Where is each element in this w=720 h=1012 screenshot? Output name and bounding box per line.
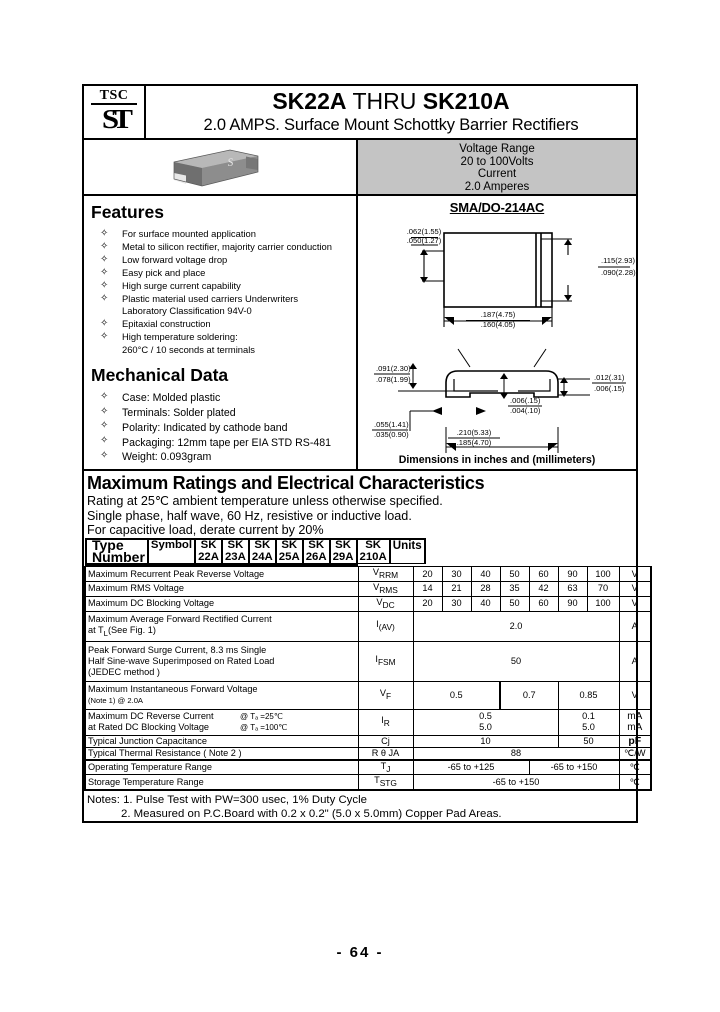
diamond-bullet-icon: ✧ — [100, 240, 109, 252]
dim-side-foot-min: .004(.10) — [510, 406, 541, 415]
table-row — [85, 582, 651, 597]
row-symbol: $T_J$ — [358, 760, 413, 775]
package-photo-cell — [84, 140, 358, 194]
page-subtitle: 2.0 AMPS. Surface Mount Schottky Barrier Rectifiers — [203, 116, 579, 134]
title-part-start: SK22A — [272, 88, 347, 114]
col-part-3: SK 25A — [276, 538, 303, 564]
current-value: 2.0 Amperes — [464, 180, 530, 193]
row-value: 70 — [587, 582, 619, 597]
row-value-span: 0.1 5.0 — [558, 709, 619, 735]
list-item — [90, 391, 356, 405]
row-value-span: 10 — [413, 735, 558, 747]
package-drawing-cell — [358, 196, 636, 469]
features-cell — [84, 196, 358, 469]
mechanical-heading: Mechanical Data — [91, 365, 229, 386]
dim-top-right-min: .090(2.28) — [601, 268, 636, 277]
row-condition-2: @ Tₐ =100℃ — [240, 723, 288, 733]
row-desc-line1: Peak Forward Surge Current, 8.3 ms Single — [88, 644, 267, 655]
title-block — [146, 86, 636, 138]
row-desc-line1: Maximum DC Reverse Current — [88, 711, 214, 722]
feature-text: Metal to silicon rectifier, majority carrier conduction — [122, 241, 332, 252]
row-value: 100 — [587, 567, 619, 582]
features-heading: Features — [91, 202, 164, 222]
row-desc-line2: at Rated DC Blocking Voltage — [88, 722, 210, 733]
row-desc: Maximum Recurrent Peak Reverse Voltage — [85, 567, 358, 582]
row-value: 40 — [471, 567, 500, 582]
table-row — [85, 641, 651, 681]
logo-monogram-icon: ST — [101, 104, 127, 134]
col-part-0: SK 22A — [195, 538, 222, 564]
table-row — [85, 596, 651, 611]
diamond-bullet-icon: ✧ — [100, 405, 109, 417]
mechanical-text: Case: Molded plastic — [122, 392, 221, 405]
diamond-bullet-icon: ✧ — [100, 253, 109, 265]
package-side-view-drawing — [358, 335, 636, 465]
row-desc: Typical Thermal Resistance ( Note 2 ) — [85, 747, 358, 760]
row-value-span: 0.5 5.0 — [413, 709, 558, 735]
notes-line-1 — [87, 793, 636, 807]
row-value: 28 — [471, 582, 500, 597]
row-value-span: -65 to +125 — [413, 760, 529, 775]
row-value: 63 — [558, 582, 587, 597]
row-desc: Maximum RMS Voltage — [85, 582, 358, 597]
feature-text-cont: 260°C / 10 seconds at terminals — [122, 343, 255, 355]
row-value-span: -65 to +150 — [529, 760, 619, 775]
col-part-1: SK 23A — [222, 538, 249, 564]
list-item — [90, 280, 356, 292]
row-desc: Storage Temperature Range — [85, 775, 358, 790]
row-value-span: 50 — [413, 641, 619, 681]
logo-tsc-text: TSC — [91, 89, 137, 105]
dim-side-length-max: .210(5.33) — [456, 428, 492, 437]
sma-package-photo — [168, 146, 264, 190]
row-desc: Maximum DC Blocking Voltage — [85, 596, 358, 611]
package-type-title: SMA/DO-214AC — [449, 200, 545, 215]
row-units: pF — [619, 735, 651, 747]
features-list — [90, 228, 356, 356]
dim-side-height-min: .078(1.99) — [376, 375, 411, 384]
diamond-bullet-icon: ✧ — [100, 330, 109, 342]
list-item — [90, 436, 356, 450]
list-item — [90, 406, 356, 420]
row-desc — [85, 611, 358, 641]
row-units: V — [619, 681, 651, 709]
notes-label: Notes: — [87, 794, 120, 807]
diamond-bullet-icon: ✧ — [100, 266, 109, 278]
feature-text: For surface mounted application — [122, 228, 256, 239]
row-value: 30 — [442, 596, 471, 611]
mechanical-text: Packaging: 12mm tape per EIA STD RS-481 — [122, 436, 332, 449]
row-value: 60 — [529, 567, 558, 582]
row-value: 60 — [529, 596, 558, 611]
mechanical-text: Weight: 0.093gram — [122, 451, 212, 464]
table-row — [85, 681, 651, 709]
list-item — [90, 293, 356, 318]
row-value-span: 2.0 — [413, 611, 619, 641]
col-symbol: Symbol — [148, 538, 195, 564]
col-type-number: Type Number — [85, 538, 148, 564]
diamond-bullet-icon: ✧ — [100, 420, 109, 432]
list-item — [90, 228, 356, 240]
row-symbol: $V_F$ — [358, 681, 413, 709]
diamond-bullet-icon: ✧ — [100, 279, 109, 291]
diamond-bullet-icon: ✧ — [100, 292, 109, 304]
list-item — [90, 421, 356, 435]
list-item — [90, 241, 356, 253]
row-desc-line3: (JEDEC method ) — [88, 666, 160, 677]
title-part-end: SK210A — [422, 88, 510, 114]
feature-text: High temperature soldering: — [122, 331, 238, 343]
row-value: 14 — [413, 582, 442, 597]
row-value-span: 0.7 — [500, 681, 558, 709]
diamond-bullet-icon: ✧ — [100, 317, 109, 329]
mechanical-list — [90, 391, 356, 465]
dim-side-pad-max: .055(1.41) — [374, 420, 409, 429]
current-label: Current — [477, 168, 517, 181]
row-value: 30 — [442, 567, 471, 582]
row-desc-line1: Maximum Average Forward Rectified Current — [88, 613, 272, 624]
row-value: 100 — [587, 596, 619, 611]
col-part-4: SK 26A — [303, 538, 330, 564]
dim-top-left-max: .062(1.55) — [406, 227, 442, 236]
row-units: ℃ — [619, 760, 651, 775]
diamond-bullet-icon: ✧ — [100, 227, 109, 239]
dim-side-height-max: .091(2.30) — [376, 364, 411, 373]
company-logo — [84, 86, 146, 138]
table-row — [85, 567, 651, 582]
row-units: ℃ — [619, 775, 651, 790]
table-row — [85, 611, 651, 641]
row-value: 35 — [500, 582, 529, 597]
notes-block — [84, 791, 636, 821]
feature-text: Low forward voltage drop — [122, 254, 228, 265]
col-part-2: SK 24A — [249, 538, 276, 564]
list-item — [90, 254, 356, 266]
ratings-title: Maximum Ratings and Electrical Characteristics — [87, 473, 485, 494]
col-part-6: SK 210A — [357, 538, 390, 564]
table-row — [85, 735, 651, 747]
dim-top-bottom-max: .187(4.75) — [480, 310, 516, 319]
ratings-line-2: Single phase, half wave, 60 Hz, resistive or inductive load. — [87, 508, 412, 523]
svg-text:S: S — [227, 156, 234, 169]
ratings-line-1: Rating at 25℃ ambient temperature unless otherwise specified. — [87, 494, 443, 509]
row-value: 20 — [413, 596, 442, 611]
table-row — [85, 709, 651, 735]
row-units: ℃/W — [619, 747, 651, 760]
row-value-span: 50 — [558, 735, 619, 747]
dim-top-left-min: .050(1.27) — [406, 236, 442, 245]
list-item — [90, 331, 356, 356]
row-condition-1: @ Tₐ =25℃ — [240, 712, 283, 722]
dim-top-right-max: .115(2.93) — [601, 256, 636, 265]
diamond-bullet-icon: ✧ — [100, 390, 109, 402]
header — [84, 86, 636, 140]
row-value: 40 — [471, 596, 500, 611]
row-desc — [85, 641, 358, 681]
voltage-range-value: 20 to 100Volts — [460, 155, 534, 168]
feature-text: Easy pick and place — [122, 267, 206, 278]
row-desc: Typical Junction Capacitance — [85, 735, 358, 747]
note-2: 2. Measured on P.C.Board with 0.2 x 0.2" (5.0 x 5.0mm) Copper Pad Areas. — [121, 808, 502, 821]
mechanical-text: Polarity: Indicated by cathode band — [122, 421, 288, 434]
diamond-bullet-icon: ✧ — [100, 435, 109, 447]
row-symbol: $T_{STG}$ — [358, 775, 413, 790]
row-units: mA mA — [619, 709, 651, 735]
row-value-span: 0.5 — [413, 681, 500, 709]
dim-side-length-min: .185(4.70) — [456, 438, 492, 447]
package-photo-band — [84, 140, 636, 196]
row-symbol: $V_{DC}$ — [358, 596, 413, 611]
package-top-view-drawing — [358, 215, 636, 335]
row-symbol: Cj — [358, 735, 413, 747]
ratings-header — [84, 471, 636, 538]
row-desc — [85, 709, 358, 735]
row-desc-line1: Maximum Instantaneous Forward Voltage — [88, 684, 258, 695]
row-symbol: R θ JA — [358, 747, 413, 760]
row-value-span: -65 to +150 — [413, 775, 619, 790]
table-row — [85, 775, 651, 790]
dimension-note: Dimensions in inches and (millimeters) — [398, 454, 596, 467]
row-value: 50 — [500, 567, 529, 582]
row-units: A — [619, 641, 651, 681]
note-1: 1. Pulse Test with PW=300 usec, 1% Duty Cycle — [123, 794, 367, 807]
list-item — [90, 450, 356, 464]
feature-text-cont: Laboratory Classification 94V-0 — [122, 305, 252, 317]
row-desc — [85, 681, 358, 709]
diamond-bullet-icon: ✧ — [100, 449, 109, 461]
row-desc: Operating Temperature Range — [85, 760, 358, 775]
row-value-span: 0.85 — [558, 681, 619, 709]
ratings-table — [84, 538, 652, 791]
feature-text: Epitaxial construction — [122, 318, 211, 330]
row-symbol: $I_R$ — [358, 709, 413, 735]
dim-side-lead-min: .006(.15) — [594, 384, 625, 393]
dim-top-bottom-min: .160(4.05) — [480, 320, 516, 329]
voltage-range-label: Voltage Range — [459, 143, 535, 155]
features-and-drawing — [84, 196, 636, 471]
feature-text: High surge current capability — [122, 280, 241, 291]
row-value: 21 — [442, 582, 471, 597]
row-value-span: 88 — [413, 747, 619, 760]
mechanical-text: Terminals: Solder plated — [122, 407, 236, 420]
table-row — [85, 760, 651, 775]
col-part-5: SK 29A — [330, 538, 357, 564]
title-thru: THRU — [346, 88, 423, 114]
row-desc-line2: Half Sine-wave Superimposed on Rated Load — [88, 655, 275, 666]
row-units: V — [619, 567, 651, 582]
list-item — [90, 318, 356, 330]
datasheet-frame — [82, 84, 646, 823]
dim-side-foot-max: .006(.15) — [510, 396, 541, 405]
row-units: V — [619, 582, 651, 597]
table-row — [85, 747, 651, 760]
row-value: 90 — [558, 596, 587, 611]
row-value: 42 — [529, 582, 558, 597]
row-desc-line2: (Note 1) @ 2.0A — [88, 696, 143, 706]
row-symbol: $V_{RMS}$ — [358, 582, 413, 597]
row-symbol: $I_{(AV)}$ — [358, 611, 413, 641]
table-header-row — [85, 538, 358, 566]
page-number: - 64 - — [336, 944, 384, 961]
row-value: 50 — [500, 596, 529, 611]
page-title — [146, 88, 636, 115]
row-value: 20 — [413, 567, 442, 582]
row-symbol: $I_{FSM}$ — [358, 641, 413, 681]
row-symbol: $V_{RRM}$ — [358, 567, 413, 582]
ratings-line-3: For capacitive load, derate current by 20% — [87, 523, 324, 538]
row-units: A — [619, 611, 651, 641]
row-units: V — [619, 596, 651, 611]
list-item — [90, 267, 356, 279]
col-units: Units — [390, 538, 426, 564]
dim-side-lead-max: .012(.31) — [594, 373, 625, 382]
row-desc-line2: at $T_L(See$ Fig. 1) — [88, 624, 156, 638]
row-value: 90 — [558, 567, 587, 582]
voltage-current-box — [358, 140, 636, 194]
dim-side-pad-min: .035(0.90) — [374, 430, 409, 439]
feature-text: Plastic material used carriers Underwriters — [122, 293, 299, 304]
